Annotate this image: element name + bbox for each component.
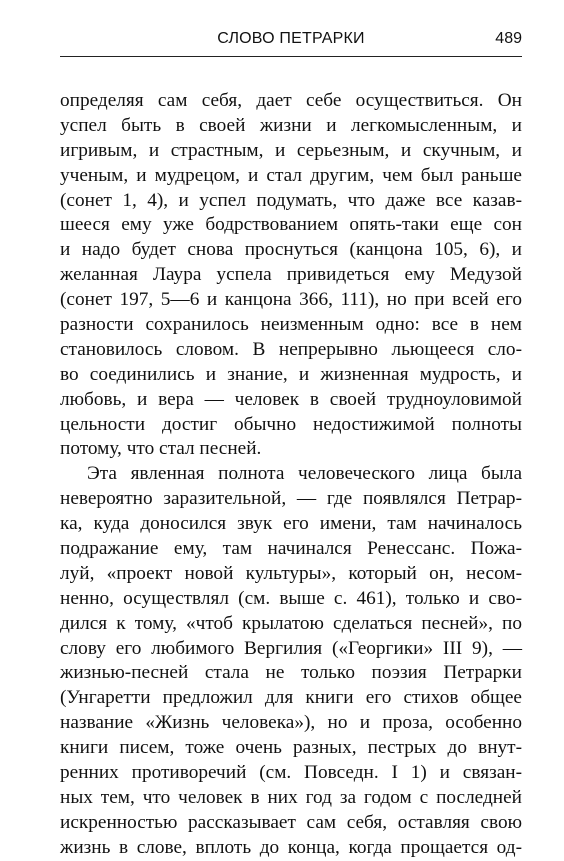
paragraph-end-line: потому, что стал песней. (60, 438, 262, 460)
text-line: луй, «проект новой культуры», который он, несом- (60, 562, 522, 584)
body-text (60, 89, 522, 861)
text-line: во соединились и знание, и жизненная мудрость, и (60, 363, 522, 385)
text-line: жизнь в слове, вплоть до конца, когда прощается од- (60, 836, 522, 858)
header-rule (60, 56, 522, 57)
text-line: цельности достиг обычно недостижимой полноты (60, 413, 522, 435)
text-line: (Унгаретти предложил для книги его стихов общее (60, 687, 522, 709)
text-line: жизнью-песней стала не только поэзия Петрарки (60, 662, 522, 684)
text-line: игривым, и страстным, и серьезным, и скучным, и (60, 139, 522, 161)
text-line: ка, куда доносился звук его имени, там начиналось (60, 513, 522, 535)
page-header (60, 18, 522, 58)
paragraph-first-line: Эта явленная полнота человеческого лица была (87, 463, 522, 485)
page-number: 489 (495, 30, 522, 47)
text-line: шееся ему уже бодрствованием опять-таки еще сон (60, 214, 522, 236)
text-line: ненно, осуществлял (см. выше с. 461), только и сво- (60, 587, 522, 609)
text-line: разности сохранилось неизменным одно: все в нем (60, 314, 522, 336)
text-line: название «Жизнь человека»), но и проза, особенно (60, 712, 522, 734)
text-line: любовь, и вера — человек в своей трудноуловимой (60, 388, 522, 410)
text-line: подражание ему, там начинался Ренессанс. Пожа- (60, 538, 522, 560)
text-line: становилось словом. В непрерывно льющееся сло- (60, 338, 522, 360)
text-line: и надо будет снова проснуться (канцона 105, 6), и (60, 239, 522, 261)
text-line: слову его любимого Вергилия («Георгики» III 9), — (60, 637, 522, 659)
text-line: (сонет 1, 4), и успел подумать, что даже все казав- (60, 189, 522, 211)
text-line: искренностью рассказывает сам себя, оставляя свою (60, 811, 522, 833)
text-line: успел быть в своей жизни и легкомысленным, и (60, 114, 522, 136)
text-line: ученым, и мудрецом, и стал другим, чем был раньше (60, 164, 522, 186)
text-line: книги писем, тоже очень разных, пестрых до внут- (60, 737, 522, 759)
text-line: (сонет 197, 5—6 и канцона 366, 111), но при всей его (60, 289, 522, 311)
text-line: определяя сам себя, дает себе осуществиться. Он (60, 90, 522, 111)
text-line: желанная Лаура успела привидеться ему Медузой (60, 264, 522, 286)
text-line: ренних противоречий (см. Повседн. I 1) и связан- (60, 762, 522, 784)
text-line: ных тем, что человек в них год за годом с последней (60, 786, 522, 808)
text-line: дился к тому, «чтоб крылатою сделаться песней», по (60, 612, 522, 634)
running-head: СЛОВО ПЕТРАРКИ (217, 30, 365, 47)
text-line: невероятно заразительной, — где появлялся Петрар- (60, 488, 522, 510)
